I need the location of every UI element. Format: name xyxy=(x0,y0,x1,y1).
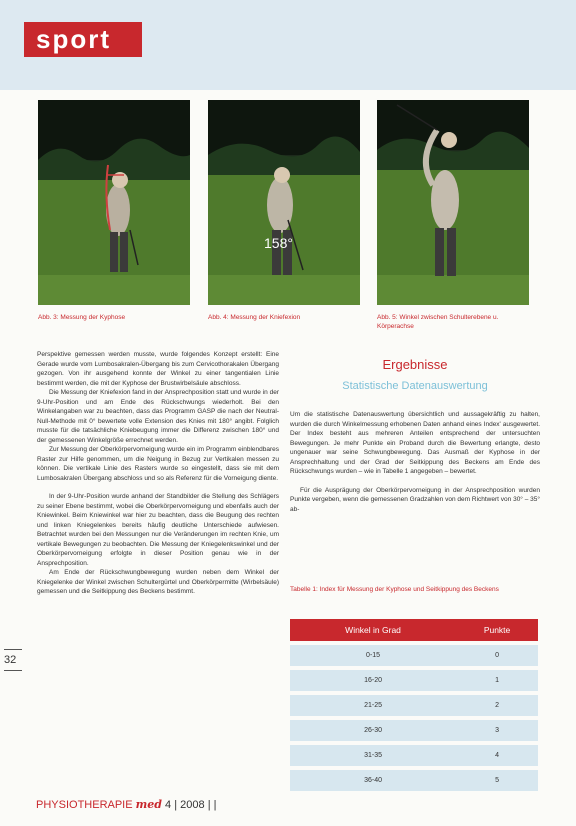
section-label: sport xyxy=(36,24,111,54)
section-tab xyxy=(24,22,142,57)
table-cell: 21-25 xyxy=(290,695,456,716)
table-header: Winkel in Grad xyxy=(290,619,456,641)
results-heading: Ergebnisse xyxy=(382,357,448,372)
statistics-heading: Statistische Datenauswertung xyxy=(342,380,488,392)
table-cell: 26-30 xyxy=(290,720,456,741)
journal-name: PHYSIOTHERAPIE xyxy=(36,799,133,811)
paragraph: In der 9-Uhr-Position wurde anhand der Standbilder die Stellung des Schlägers zu seiner Ebene bestimmt, wobei die Oberkörpervorneigung und ebenfalls auch der Kniewinkel. Beim Kniewinkel war hier zu beachten, dass die Beugung des rechten und linken Kniegelenkes bereits häufig deutliche Unterschiede aufwiesen. Betrachtet wurden bei den Messungen nur die Veränderungen im rechten Knie, um vertikale Bewegungen zu beobachten. Die Messung der Kniegelenkswinkel und der Oberkörpervorneigung erfolgte in dieser Position genau wie in der Ansprechposition. xyxy=(37,493,279,567)
table-cell: 3 xyxy=(456,720,538,741)
footer xyxy=(36,798,216,811)
table-row xyxy=(290,695,538,716)
photo-kyphosis xyxy=(38,100,190,305)
paragraph: Um die statistische Datenauswertung übersichtlich und aussagekräftig zu halten, wurden die durch Winkelmessung erhobenen Daten anhand eines Index' ausgewertet. Der Index besteht aus mehreren Anteilen entsprechend der untersuchten Bewegungen. Je mehr Punkte ein Proband durch die Bewertung erlangte, desto ungenauer war seine Schwungbewegung. Das Ausmaß der Kyphose in der Ansprechhaltung und der Grad der Seitkippung des Beckens am Ende des Rückschwungs wurden – wie in Tabelle 1 angegeben – bewertet. xyxy=(290,411,540,475)
paragraph: Perspektive gemessen werden musste, wurde folgendes Konzept erstellt: Eine Gerade wurde vom Lumbosakralen-Übergang bis zum Cervicothorakalen Übergang gezogen. Von ihr ausgehend konnte der Winkel zu einer tangentialen Linie bestimmt werden, die mit der Kyphose der Brustwirbelsäule abschloss. xyxy=(37,351,279,387)
left-column xyxy=(37,350,279,597)
page-rule-bottom xyxy=(4,670,22,671)
page-number: 32 xyxy=(4,654,17,666)
table-header-row xyxy=(290,619,538,641)
table-header: Punkte xyxy=(456,619,538,641)
right-column xyxy=(290,410,540,514)
table-cell: 0-15 xyxy=(290,645,456,666)
table-row xyxy=(290,645,538,666)
table-row xyxy=(290,770,538,791)
caption-photo-1: Abb. 3: Messung der Kyphose xyxy=(38,314,126,321)
table-caption: Tabelle 1: Index für Messung der Kyphose und Seitkippung des Beckens xyxy=(290,586,499,593)
photo-knee-flexion xyxy=(208,100,360,305)
footer-separator: | xyxy=(213,799,217,811)
table-row xyxy=(290,745,538,766)
table-cell: 1 xyxy=(456,670,538,691)
journal-med: med xyxy=(135,798,162,811)
issue-year: 2008 xyxy=(180,799,205,811)
table-cell: 36-40 xyxy=(290,770,456,791)
paragraph: Zur Messung der Oberkörpervorneigung wurde ein im Programm einblendbares Raster zur Hilfe genommen, um die Neigung in Bezug zur Vertikalen messen zu können. Die vertikale Linie des Rasters wurde so eingestellt, dass sie mit dem Lumbosakralen Übergang abschloss und so als Referenz für die Vorneigung diente. xyxy=(37,446,279,482)
paragraph: Die Messung der Kniefexion fand in der Ansprechposition statt und wurde in der 9-Uhr-Position und am Ende des Rückschwungs wiederholt. Bei den Winkelangaben war zu beachten, dass das Programm GASP die nach der Neutral-Null-Methode mit 0° bewertete volle Extension des Knies mit 180° angibt. Folglich musste für die tatsächliche Kniebeugung immer die Differenz zwischen 180° und der gemessenen Winkelgröße errechnet werden. xyxy=(37,389,279,444)
table-cell: 0 xyxy=(456,645,538,666)
paragraph: Am Ende der Rückschwungbewegung wurden neben dem Winkel der Kniegelenke der Winkel zwischen Schultergürtel und Oberkörpermitte (Wirbelsäule) gemessen und die Seitkippung des Beckens bestimmt. xyxy=(37,569,279,595)
angle-overlay: 158° xyxy=(264,235,293,251)
page-rule-top xyxy=(4,649,22,650)
footer-separator: | xyxy=(174,799,178,811)
caption-photo-2: Abb. 4: Messung der Kniefexion xyxy=(208,314,301,321)
caption-photo-3: Abb. 5: Winkel zwischen Schulterebene u. Körperachse xyxy=(377,314,499,330)
table-cell: 31-35 xyxy=(290,745,456,766)
issue-number: 4 xyxy=(165,799,172,811)
photo-shoulder-angle xyxy=(377,100,529,305)
table-cell: 2 xyxy=(456,695,538,716)
index-table xyxy=(290,615,538,795)
table-cell: 4 xyxy=(456,745,538,766)
footer-separator: | xyxy=(207,799,211,811)
table-row xyxy=(290,670,538,691)
paragraph: Für die Ausprägung der Oberkörpervorneigung in der Ansprechposition wurden Punkte vergeben, wenn die gemessenen Gradzahlen von dem Richtwert von 30° – 35° ab- xyxy=(290,486,540,513)
table-cell: 16-20 xyxy=(290,670,456,691)
table-row xyxy=(290,720,538,741)
table-cell: 5 xyxy=(456,770,538,791)
